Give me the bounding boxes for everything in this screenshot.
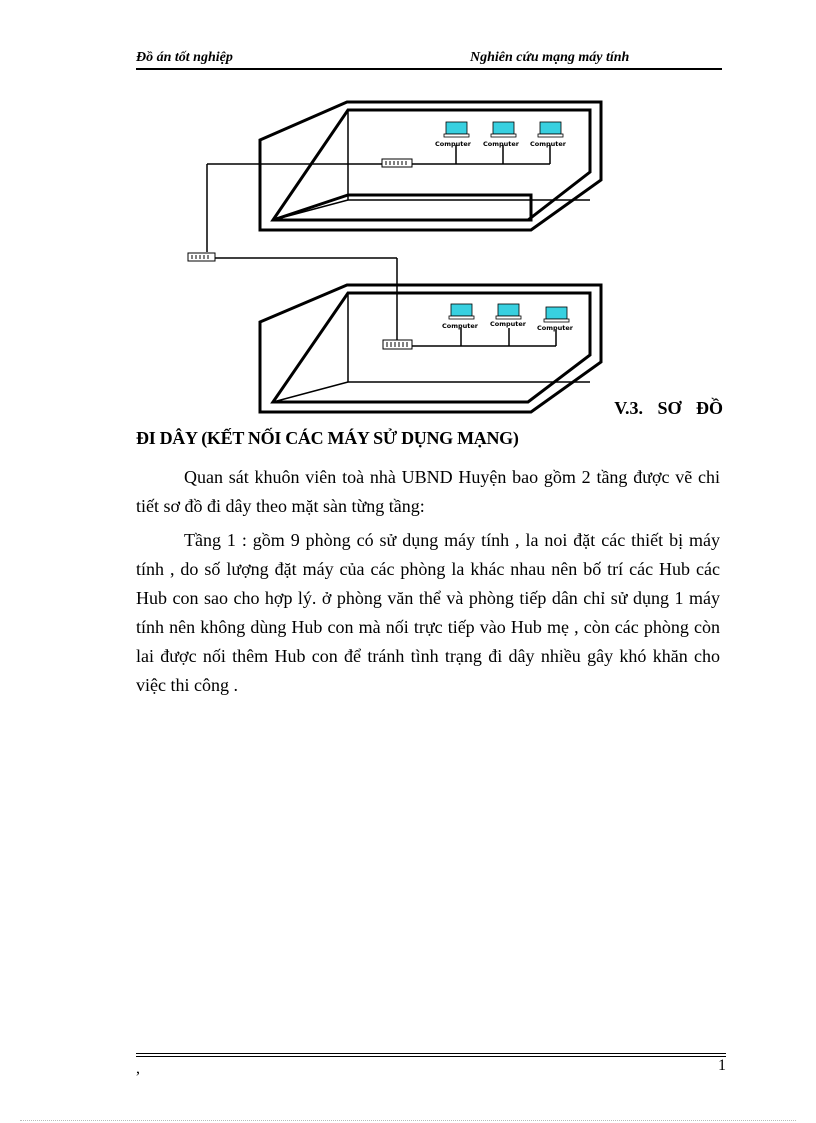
computer-label: Computer — [490, 320, 527, 328]
header-right-title: Nghiên cứu mạng máy tính — [470, 50, 630, 65]
computer-icon — [538, 122, 563, 137]
floor-2-room — [273, 293, 590, 402]
page-header — [136, 50, 722, 70]
computer-label: Computer — [483, 140, 520, 148]
computer-label: Computer — [435, 140, 472, 148]
footer-rule-secondary — [136, 1056, 726, 1057]
footer-left-text: , — [136, 1060, 140, 1077]
hub-floor-1 — [382, 159, 412, 167]
computer-icon — [491, 122, 516, 137]
header-left-title: Đồ án tốt nghiệp — [136, 50, 233, 65]
section-heading-part-2: ĐI DÂY (KẾT NỐI CÁC MÁY SỬ DỤNG MẠNG) — [136, 428, 519, 448]
computer-label: Computer — [530, 140, 567, 148]
computer-icon — [444, 122, 469, 137]
page-number: 1 — [718, 1057, 726, 1074]
computer-icon — [449, 304, 474, 319]
footer-rule — [136, 1053, 726, 1054]
paragraph-overview: Quan sát khuôn viên toà nhà UBND Huyện bao gồm 2 tầng được vẽ chi tiết sơ đồ đi dây theo mặt sàn từng tầng: — [136, 467, 720, 516]
floor-1-inner-frame — [273, 195, 531, 220]
computer-label: Computer — [537, 324, 574, 332]
hub-floor-2 — [383, 340, 412, 349]
section-heading-part-1: V.3. SƠ ĐỒ — [614, 398, 723, 418]
hub-main — [188, 253, 215, 261]
network-wiring-diagram — [150, 90, 620, 420]
computer-label: Computer — [442, 322, 479, 330]
computer-icon — [544, 307, 569, 322]
page-bottom-divider — [20, 1120, 796, 1121]
paragraph-floor-1: Tầng 1 : gồm 9 phòng có sử dụng máy tính , la noi đặt các thiết bị máy tính , do số lượng đặt máy của các phòng la khác nhau nên bố trí các Hub các Hub con sao cho hợp lý. ở phòng văn thể và phòng tiếp dân chỉ sử dụng 1 máy tính nên không dùng Hub con mà nối trực tiếp vào Hub mẹ , còn các phòng còn lai được nối thêm Hub con để tránh tình trạng đi dây nhiều gây khó khăn cho việc thi công . — [136, 530, 720, 695]
computer-icon — [496, 304, 521, 319]
